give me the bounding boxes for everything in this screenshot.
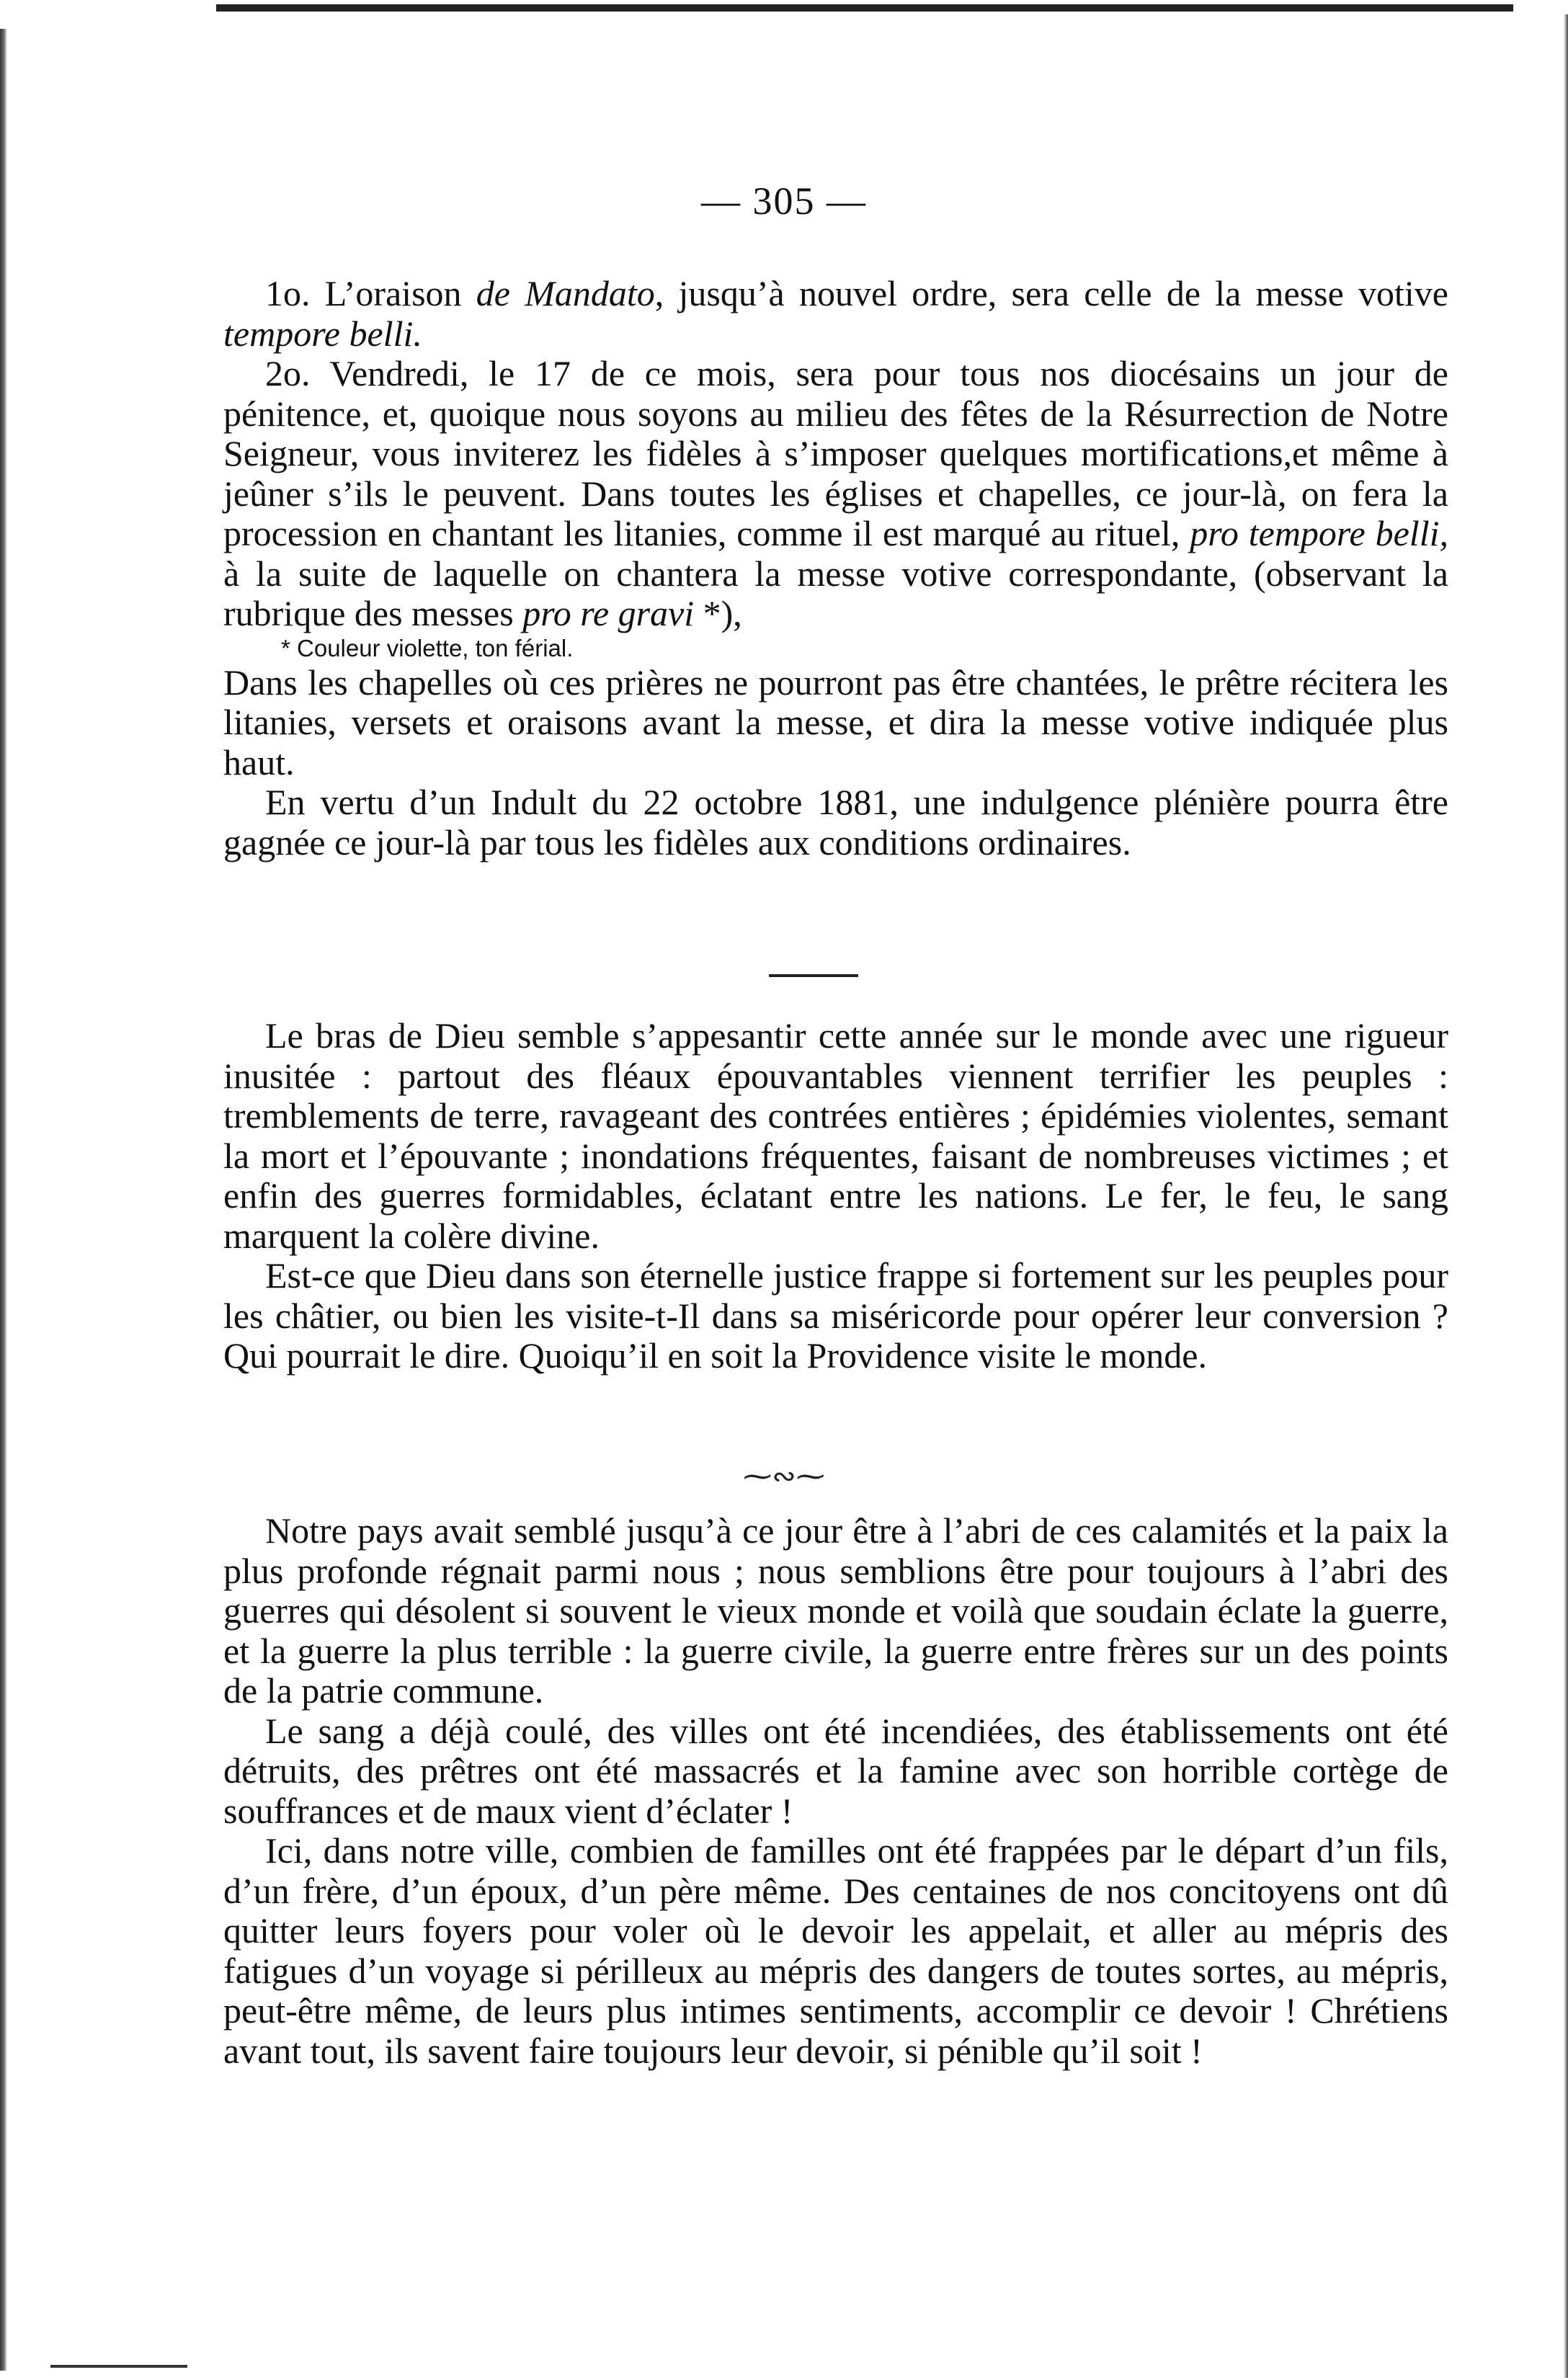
paragraph-blood-shed: Le sang a déjà coulé, des villes ont été incendiées, des établissements ont été détruits, des prêtres ont été massacrés et la famine avec son horrible cortège de souffrances et de maux vient d’éclater !	[223, 1710, 1448, 1831]
paragraph-chapels: Dans les chapelles où ces prières ne pourront pas être chantées, le prêtre récitera les litanies, versets et oraisons avant la messe, et dira la messe votive indiquée plus haut.	[223, 661, 1448, 783]
section-divider	[769, 974, 858, 977]
text-run: 2o. Vendredi, le 17 de ce mois, sera pour tous nos diocésains un jour de pénitence, et, quoique nous soyons au milieu des fêtes de la Résurrection de Notre Seigneur, vous inviterez les fidèles à s’imposer quelques mortifications,et même à jeûner s’ils le peuvent. Dans toutes les églises et chapelles, ce jour-là, on fera la procession en chantant les litanies, comme il est marqué au rituel,	[223, 353, 1448, 553]
italic-run: pro tempore belli,	[1190, 513, 1448, 553]
paragraph-item-2	[223, 354, 1448, 634]
paragraph-providence: Est-ce que Dieu dans son éternelle justice frappe si fortement sur les peuples pour les châtier, ou bien les visite-t-Il dans sa miséricorde pour opérer leur conversion ? Qui pourrait le dire. Quoiqu’il en soit la Providence visite le monde.	[223, 1255, 1448, 1376]
text-run: *),	[694, 593, 742, 633]
paragraph-indulgence: En vertu d’un Indult du 22 octobre 1881, une indulgence plénière pourra être gagnée ce jour-là par tous les fidèles aux conditions ordinaires.	[223, 782, 1448, 863]
ornament-swash: ⁓∾⁓	[743, 1460, 825, 1493]
scan-top-border	[216, 4, 1513, 12]
reflection-section	[223, 1016, 1448, 1376]
scan-right-edge	[1564, 14, 1568, 2378]
scan-left-edge	[0, 29, 7, 2371]
italic-run: de Mandato	[476, 273, 655, 313]
paragraph-our-city: Ici, dans notre ville, combien de familles ont été frappées par le départ d’un fils, d’un frère, d’un époux, d’un père même. Des centaines de nos concitoyens ont dû quitter leurs foyers pour voler où le devoir les appelait, et aller au mépris des fatigues d’un voyage si périlleux au mépris des dangers de toutes sortes, au mépris, peut-être même, de leurs plus intimes sentiments, accomplir ce devoir ! Chrétiens avant tout, ils savent faire toujours leur devoir, si pénible qu’il soit !	[223, 1830, 1448, 2071]
scan-bottom-rule	[50, 2365, 187, 2368]
paragraph-our-country: Notre pays avait semblé jusqu’à ce jour être à l’abri de ces calamités et la paix la plus profonde régnait parmi nous ; nous semblions être pour toujours à l’abri des guerres qui désolent si souvent le vieux monde et voilà que soudain éclate la guerre, et la guerre la plus terrible : la guerre civile, la guerre entre frères sur un des points de la patrie commune.	[223, 1510, 1448, 1711]
war-section	[223, 1511, 1448, 2071]
paragraph-divine-arm: Le bras de Dieu semble s’appesantir cette année sur le monde avec une rigueur inusitée : partout des fléaux épouvantables viennent terrifier les peuples : tremblements de terre, ravageant des contrées entières ; épidémies violentes, semant la mort et l’épouvante ; inondations fréquentes, faisant de nombreuses victimes ; et enfin des guerres formidables, éclatant entre les nations. Le fer, le feu, le sang marquent la colère divine.	[223, 1015, 1448, 1256]
paragraph-item-1	[223, 274, 1448, 354]
italic-run: pro re gravi	[522, 593, 695, 633]
text-run: à la suite de laquelle on chantera la messe votive correspondante, (observant la rubrique des messes	[223, 553, 1448, 633]
page-number: — 305 —	[701, 179, 867, 223]
text-run: 1o. L’oraison	[265, 273, 476, 313]
text-run: , jusqu’à nouvel ordre, sera celle de la messe votive	[654, 273, 1449, 313]
directives-section	[223, 274, 1448, 863]
footnote: * Couleur violette, ton férial.	[281, 634, 574, 661]
italic-run: tempore belli.	[223, 313, 422, 354]
